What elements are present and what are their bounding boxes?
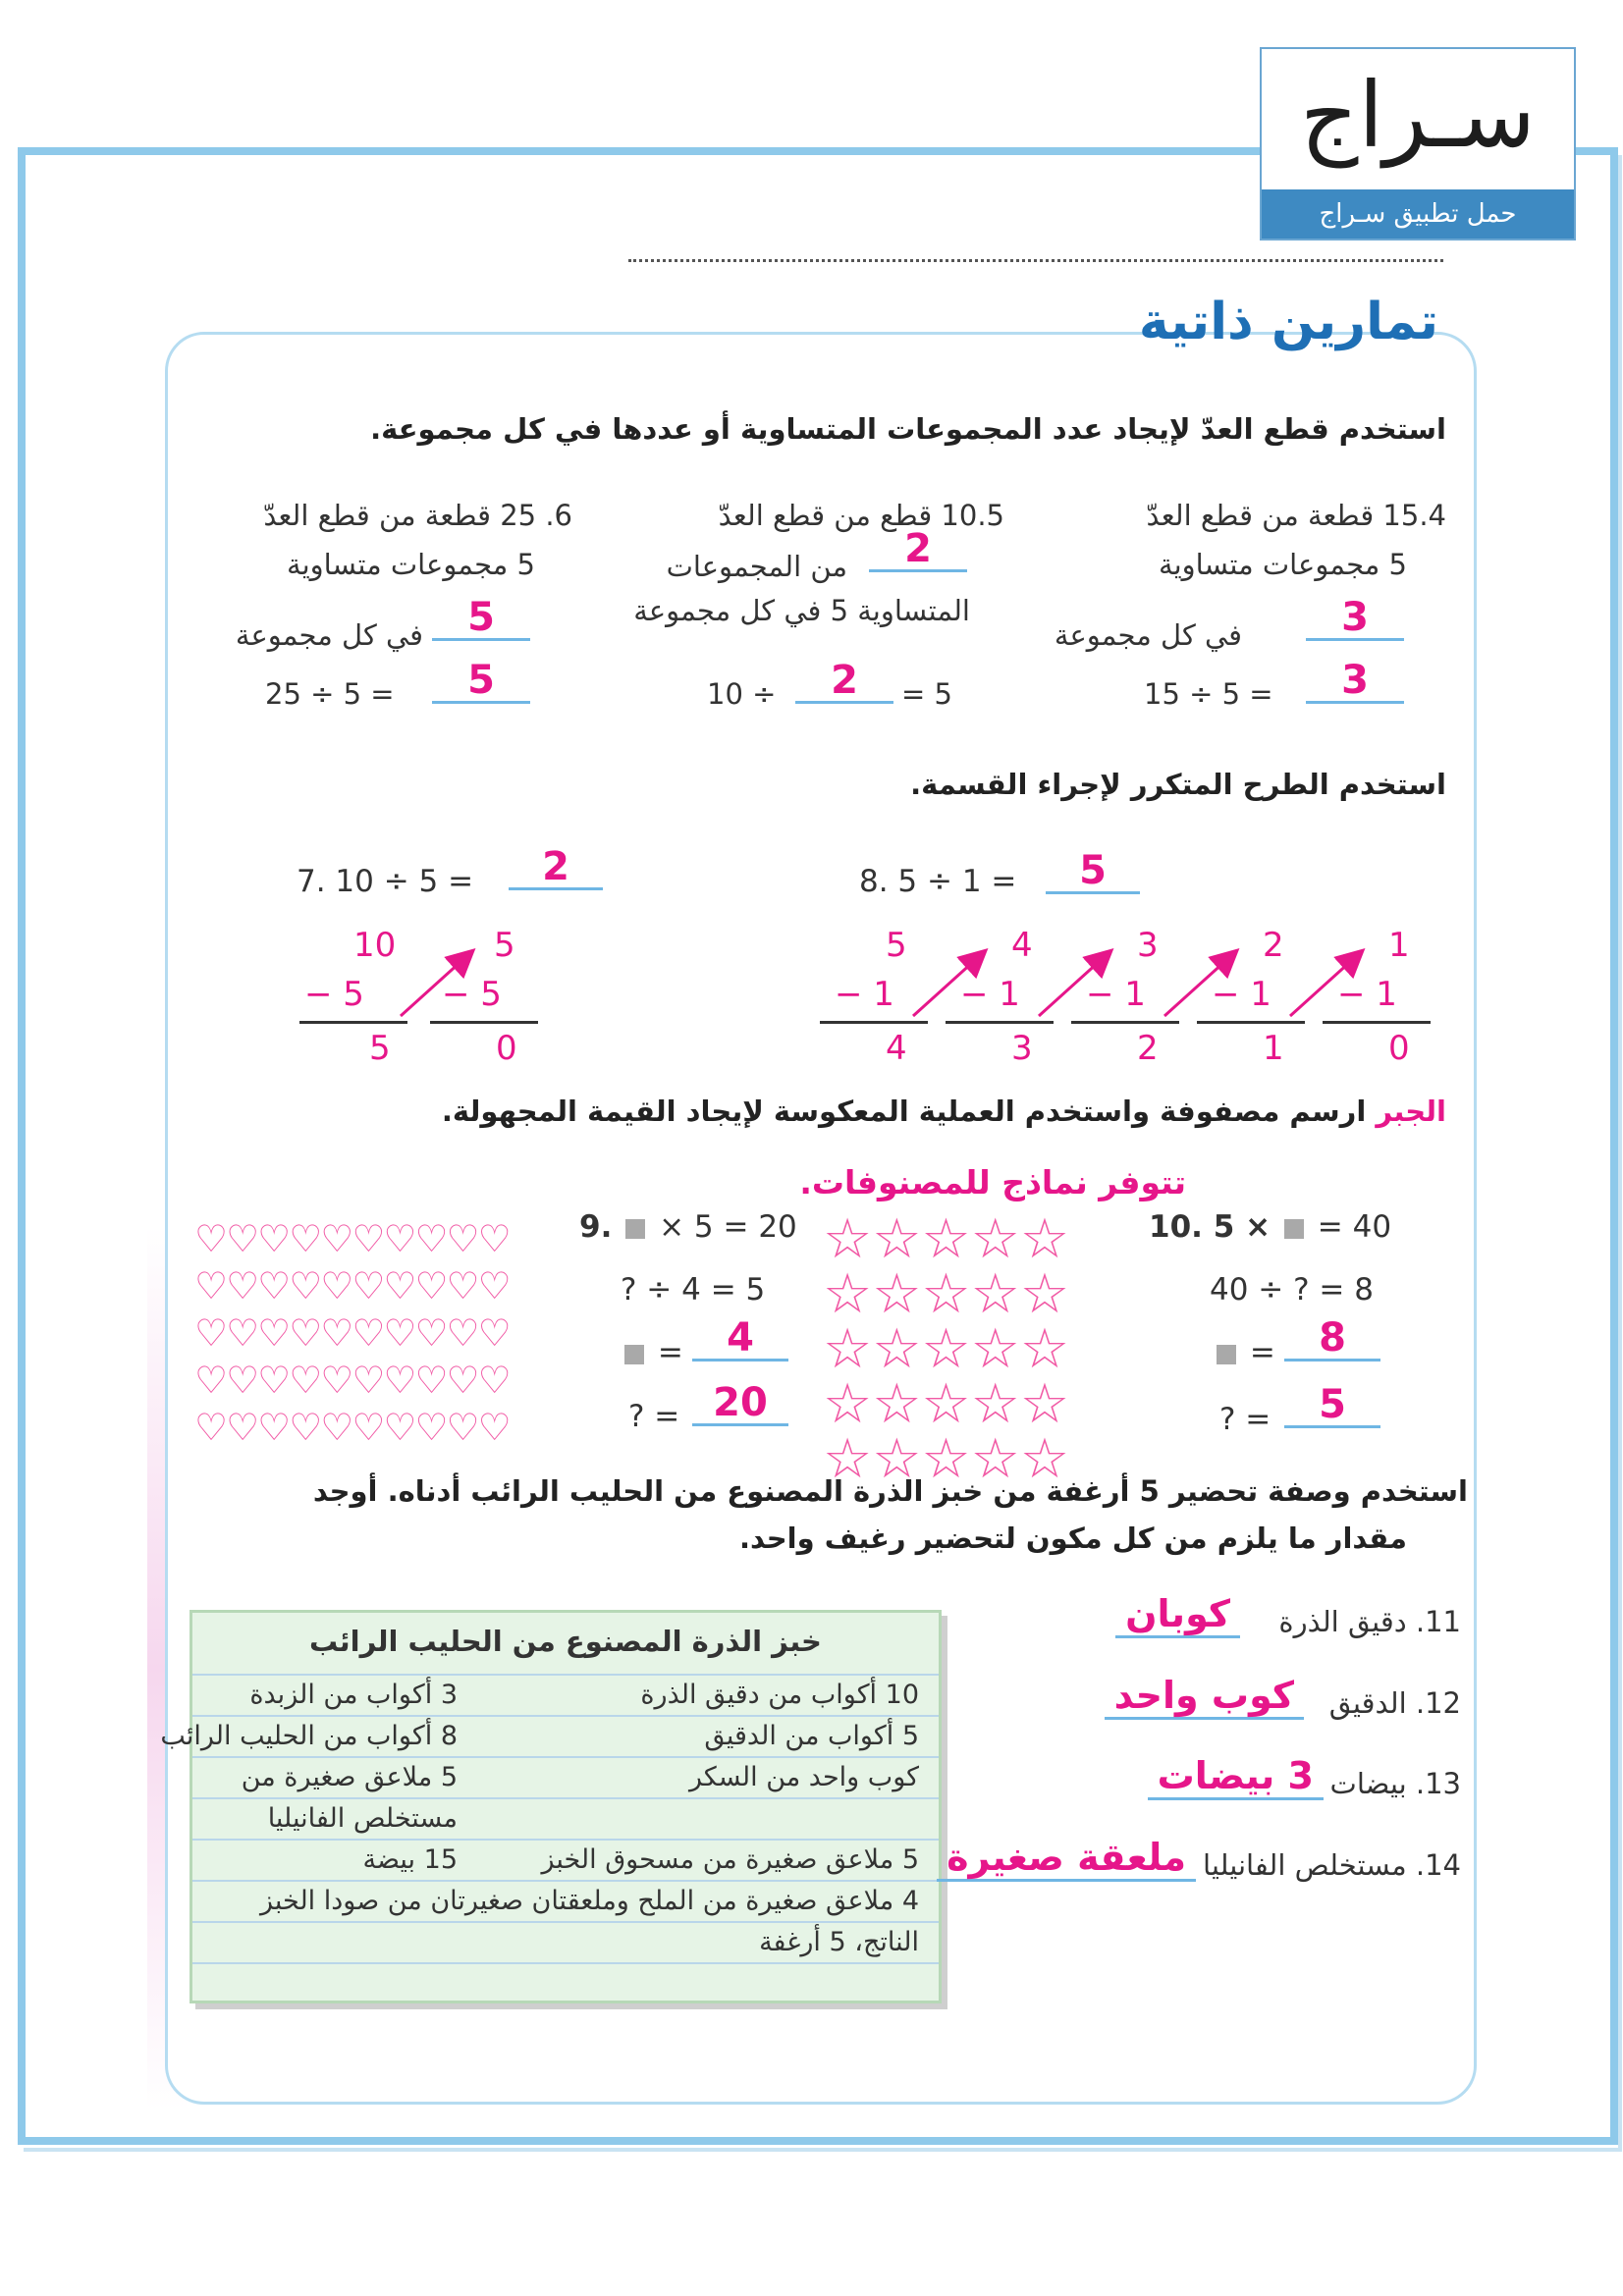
q6-line1: 6. 25 قطعة من قطع العدّ xyxy=(263,499,572,532)
q10-box-label xyxy=(1213,1335,1275,1370)
stars-row: ☆☆☆☆☆ xyxy=(823,1372,1070,1436)
q4-equation: 15 ÷ 5 = xyxy=(1144,677,1273,711)
recipe-right-item: 10 أكواب من دقيق الذرة xyxy=(640,1680,919,1710)
q8-step-top: 2 xyxy=(1263,926,1284,965)
q7-step2-top: 5 xyxy=(494,926,515,965)
q13-answer[interactable]: 3 بيضات xyxy=(1148,1754,1324,1800)
unknown-box-icon xyxy=(1284,1219,1304,1239)
q6-line3: في كل مجموعة xyxy=(235,618,423,652)
q4-line3: في كل مجموعة xyxy=(1054,618,1242,652)
q7-arrows xyxy=(295,923,550,1031)
recipe-left-item: 8 أكواب من الحليب الرائب xyxy=(160,1721,458,1751)
logo-tagline: حمل تطبيق سـراج xyxy=(1262,189,1574,239)
q9-eq1-text: × 5 = 20 xyxy=(659,1209,797,1245)
recipe-rule xyxy=(192,1921,939,1923)
q10-number: 10. 5 × xyxy=(1149,1209,1271,1245)
q10-q-label: ? = xyxy=(1219,1402,1271,1437)
q13-label: 13. بيضات xyxy=(1329,1767,1461,1800)
stars-row: ☆☆☆☆☆ xyxy=(823,1207,1070,1271)
recipe-rule xyxy=(192,1797,939,1799)
q9-q-label: ? = xyxy=(628,1399,680,1434)
hearts-row: ♡♡♡♡♡♡♡♡♡♡ xyxy=(194,1406,510,1449)
q7-step2-result: 0 xyxy=(496,1029,517,1068)
recipe-right-item: 5 ملاعق صغيرة من مسحوق الخبز xyxy=(541,1844,919,1875)
q8-step-top: 4 xyxy=(1011,926,1033,965)
q4-line2: 5 مجموعات متساوية xyxy=(1159,548,1407,581)
siraj-logo[interactable] xyxy=(1260,47,1576,240)
q8-step-result: 2 xyxy=(1137,1029,1159,1068)
q8-arrows xyxy=(805,923,1434,1031)
q7-step1-result: 5 xyxy=(369,1029,391,1068)
recipe-rule xyxy=(192,1962,939,1964)
q12-label: 12. الدقيق xyxy=(1328,1686,1461,1720)
q4-line1: 15.4 قطعة من قطع العدّ xyxy=(1146,499,1446,532)
recipe-rule xyxy=(192,1715,939,1717)
q12-answer[interactable]: كوب واحد xyxy=(1105,1674,1304,1720)
recipe-right-item: الناتج، 5 أرغفة xyxy=(759,1927,919,1957)
hearts-row: ♡♡♡♡♡♡♡♡♡♡ xyxy=(194,1217,510,1260)
unknown-box-icon xyxy=(624,1345,644,1364)
recipe-rule xyxy=(192,1756,939,1758)
section3-instruction xyxy=(442,1095,1446,1128)
recipe-title: خبز الذرة المصنوع من الحليب الرائب xyxy=(309,1625,822,1658)
hearts-row: ♡♡♡♡♡♡♡♡♡♡ xyxy=(194,1359,510,1402)
stars-row: ☆☆☆☆☆ xyxy=(823,1262,1070,1326)
q8-step-minus: − 1 xyxy=(1086,975,1146,1014)
q7-step1-minus: − 5 xyxy=(304,975,364,1014)
q8-answer[interactable]: 5 xyxy=(1046,850,1140,894)
q8-step-top: 3 xyxy=(1137,926,1159,965)
q5-line2: من المجموعات xyxy=(666,550,847,583)
q8-step-result: 0 xyxy=(1388,1029,1410,1068)
q4-answer[interactable]: 3 xyxy=(1306,597,1404,641)
algebra-instruction: ارسم مصفوفة واستخدم العملية المعكوسة لإيجاد القيمة المجهولة. xyxy=(441,1095,1367,1128)
q10-box-answer[interactable]: 8 xyxy=(1284,1317,1380,1362)
q8-step-result: 3 xyxy=(1011,1029,1033,1068)
recipe-right-item: 4 ملاعق صغيرة من الملح وملعقتان صغيرتان من صودا الخبز xyxy=(259,1886,919,1916)
q14-label: 14. مستخلص الفانيليا xyxy=(1203,1848,1461,1882)
q4-eq-answer[interactable]: 3 xyxy=(1306,660,1404,704)
q8-step-result: 4 xyxy=(886,1029,907,1068)
unknown-box-icon xyxy=(625,1219,645,1239)
q8-step-result: 1 xyxy=(1263,1029,1284,1068)
q8-step-minus: − 1 xyxy=(835,975,894,1014)
q5-eq-left: 10 ÷ xyxy=(707,677,777,711)
q5-line1: 10.5 قطع من قطع العدّ xyxy=(718,499,1004,532)
q6-line2: 5 مجموعات متساوية xyxy=(287,548,535,581)
q5-line3: المتساوية 5 في كل مجموعة xyxy=(633,594,970,627)
q5-groups-answer[interactable]: 2 xyxy=(869,528,967,572)
q11-label: 11. دقيق الذرة xyxy=(1278,1605,1461,1638)
q5-eq-answer[interactable]: 2 xyxy=(795,660,893,704)
recipe-left-item: مستخلص الفانيليا xyxy=(267,1803,458,1834)
array-note: تتوفر نماذج للمصنوفات. xyxy=(799,1163,1186,1201)
algebra-label: الجبر xyxy=(1376,1095,1446,1128)
logo-word: سـراج xyxy=(1300,63,1536,168)
q8-step-minus: − 1 xyxy=(960,975,1020,1014)
q9-box-answer[interactable]: 4 xyxy=(692,1317,788,1362)
q10-q-answer[interactable]: 5 xyxy=(1284,1384,1380,1428)
section4-instruction-line2: مقدار ما يلزم من كل مكون لتحضير رغيف واحد. xyxy=(739,1522,1407,1555)
q10-box-eq: = xyxy=(1249,1335,1275,1370)
q7-equation: 7. 10 ÷ 5 = xyxy=(297,864,474,899)
q8-step-top: 1 xyxy=(1388,926,1410,965)
q7-step2-minus: − 5 xyxy=(442,975,502,1014)
stars-row: ☆☆☆☆☆ xyxy=(823,1317,1070,1381)
q5-eq-right: = 5 xyxy=(901,677,952,711)
hearts-row: ♡♡♡♡♡♡♡♡♡♡ xyxy=(194,1264,510,1308)
q10-eq1 xyxy=(1149,1209,1391,1245)
recipe-left-item: 3 أكواب من الزبدة xyxy=(249,1680,458,1710)
recipe-rule xyxy=(192,1674,939,1676)
recipe-rule xyxy=(192,1839,939,1841)
section2-instruction: استخدم الطرح المتكرر لإجراء القسمة. xyxy=(910,768,1446,801)
name-line xyxy=(628,259,1443,262)
q9-box-eq: = xyxy=(657,1335,683,1370)
section1-instruction: استخدم قطع العدّ لإيجاد عدد المجموعات المتساوية أو عددها في كل مجموعة. xyxy=(370,412,1446,446)
q10-eq1-text: = 40 xyxy=(1317,1209,1392,1245)
q8-step-minus: − 1 xyxy=(1212,975,1271,1014)
q8-equation: 8. 5 ÷ 1 = xyxy=(859,864,1017,899)
recipe-rule xyxy=(192,1880,939,1882)
q9-number: 9. xyxy=(579,1209,613,1245)
q10-eq2: 40 ÷ ? = 8 xyxy=(1210,1272,1374,1308)
section4-instruction-line1: استخدم وصفة تحضير 5 أرغفة من خبز الذرة المصنوع من الحليب الرائب أدناه. أوجد xyxy=(312,1474,1468,1508)
q11-answer[interactable]: كوبان xyxy=(1115,1592,1240,1638)
recipe-right-item: كوب واحد من السكر xyxy=(688,1762,919,1792)
hearts-array xyxy=(194,1215,510,1451)
recipe-card xyxy=(160,1610,942,2003)
q6-equation: 25 ÷ 5 = xyxy=(265,677,395,711)
q9-eq2: ? ÷ 4 = 5 xyxy=(621,1272,766,1308)
q14-answer[interactable]: ملعقة صغيرة xyxy=(937,1836,1196,1882)
q9-q-answer[interactable]: 20 xyxy=(692,1382,788,1426)
q6-eq-answer[interactable]: 5 xyxy=(432,660,530,704)
unknown-box-icon xyxy=(1217,1345,1236,1364)
recipe-left-item: 5 ملاعق صغيرة من xyxy=(241,1762,458,1792)
recipe-left-item: 15 بيضة xyxy=(362,1844,458,1875)
q8-step-top: 5 xyxy=(886,926,907,965)
q7-answer[interactable]: 2 xyxy=(509,846,603,890)
page-title: تمارين ذاتية xyxy=(1138,293,1438,351)
q6-answer[interactable]: 5 xyxy=(432,597,530,641)
q7-step1-top: 10 xyxy=(353,926,397,965)
q9-box-label xyxy=(621,1335,683,1370)
stars-row: ☆☆☆☆☆ xyxy=(823,1427,1070,1491)
recipe-right-item: 5 أكواب من الدقيق xyxy=(704,1721,919,1751)
q9-eq1 xyxy=(579,1209,797,1245)
stars-array xyxy=(823,1207,1147,1491)
hearts-row: ♡♡♡♡♡♡♡♡♡♡ xyxy=(194,1311,510,1355)
q8-step-minus: − 1 xyxy=(1337,975,1397,1014)
